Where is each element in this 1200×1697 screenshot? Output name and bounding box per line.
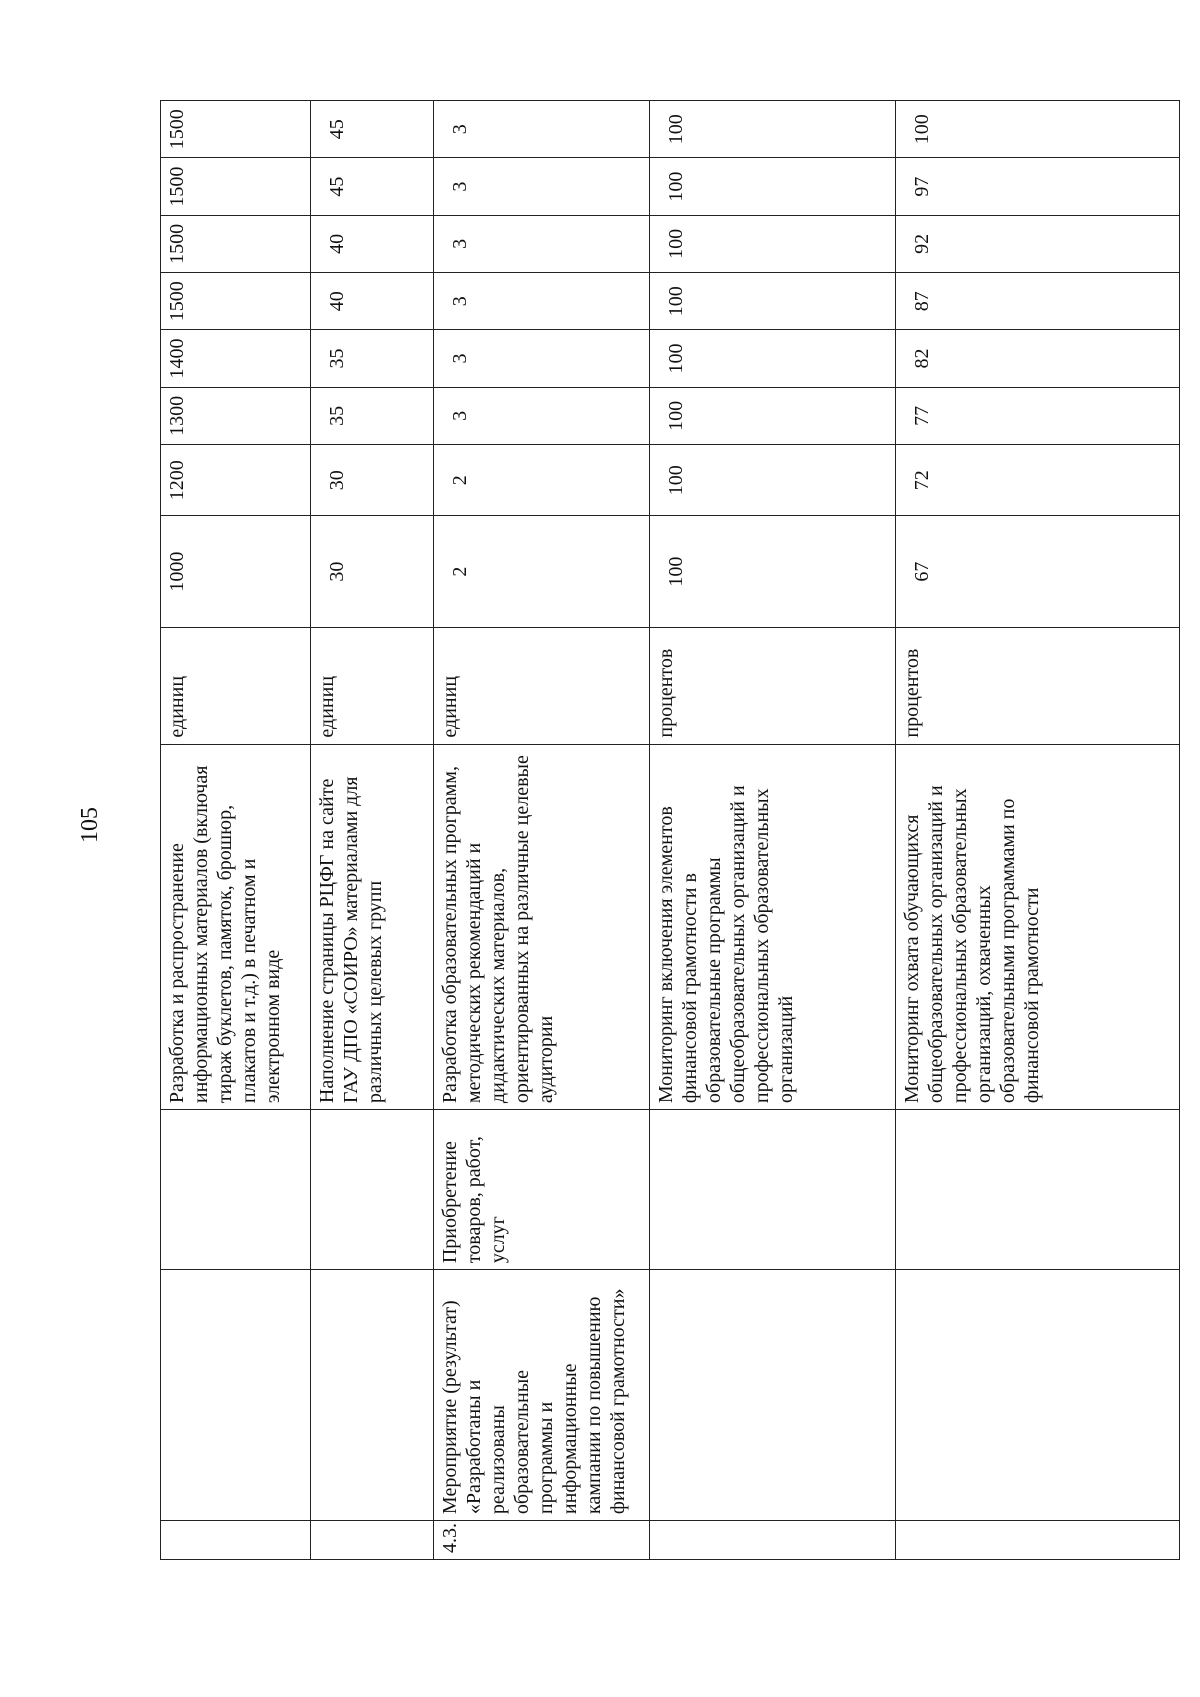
year-value-cell: 1500 [161, 215, 311, 272]
type-cell [896, 1110, 1180, 1270]
value-cell: 40 [311, 215, 434, 272]
unit-cell: процентов [649, 627, 895, 744]
value-cell: 97 [896, 158, 1180, 215]
type-cell [649, 1110, 895, 1270]
indicator-cell: Разработка образовательных программ, методических рекомендаций и дидактических материалов, ориентированных на различные целевые аудитории [434, 744, 649, 1110]
value-cell: 3 [434, 101, 649, 158]
event-cell [311, 1270, 434, 1521]
base-value-cell: 30 [311, 516, 434, 627]
unit-cell: процентов [896, 627, 1180, 744]
base-value-cell: 67 [896, 516, 1180, 627]
event-cell [896, 1270, 1180, 1521]
value-cell: 3 [434, 273, 649, 330]
base-value-cell: 1000 [161, 516, 311, 627]
event-cell: Мероприятие (результат) «Разработаны и реализованы образовательные программы и информационные кампании по повышению финансовой грамотности» [434, 1270, 649, 1521]
indicator-cell: Разработка и распространение информационных материалов (включая тираж буклетов, памяток, брошюр, плакатов и т.д.) в печатном и электронном виде [161, 744, 311, 1110]
index-cell [896, 1521, 1180, 1560]
type-cell [311, 1110, 434, 1270]
index-cell: 4.3. [434, 1521, 649, 1560]
value-cell: 77 [896, 387, 1180, 444]
indicator-cell: Наполнение страницы РЦФГ на сайте ГАУ ДПО «СОИРО» материалами для различных целевых групп [311, 744, 434, 1110]
rotated-table-wrapper [160, 100, 1180, 1560]
value-cell: 100 [649, 215, 895, 272]
value-cell: 72 [896, 445, 1180, 516]
unit-cell: единиц [311, 627, 434, 744]
index-cell [649, 1521, 895, 1560]
value-cell: 100 [649, 330, 895, 387]
base-value-cell: 2 [434, 516, 649, 627]
value-cell: 45 [311, 101, 434, 158]
value-cell: 100 [649, 158, 895, 215]
type-cell: Приобретение товаров, работ, услуг [434, 1110, 649, 1270]
type-cell [161, 1110, 311, 1270]
value-cell: 100 [649, 387, 895, 444]
base-value-cell: 100 [649, 516, 895, 627]
value-cell: 3 [434, 215, 649, 272]
value-cell: 35 [311, 330, 434, 387]
value-cell: 100 [649, 101, 895, 158]
table-row [161, 101, 311, 1560]
year-value-cell: 1500 [161, 101, 311, 158]
indicator-cell: Мониторинг охвата обучающихся общеобразовательных организаций и профессиональных образовательных организаций, охваченных образовательными программами по финансовой грамотности [896, 744, 1180, 1110]
value-cell: 3 [434, 158, 649, 215]
year-value-cell: 1300 [161, 387, 311, 444]
indicator-cell: Мониторинг включения элементов финансовой грамотности в образовательные программы общеобразовательных организаций и профессиональных образовательных организаций [649, 744, 895, 1110]
table-row [434, 101, 649, 1560]
value-cell: 2 [434, 445, 649, 516]
indicators-table [160, 100, 1180, 1560]
value-cell: 100 [896, 101, 1180, 158]
value-cell: 45 [311, 158, 434, 215]
event-cell [161, 1270, 311, 1521]
value-cell: 100 [649, 445, 895, 516]
value-cell: 92 [896, 215, 1180, 272]
year-value-cell: 1400 [161, 330, 311, 387]
table-row [896, 101, 1180, 1560]
unit-cell: единиц [161, 627, 311, 744]
value-cell: 3 [434, 330, 649, 387]
table-row [649, 101, 895, 1560]
year-value-cell: 1200 [161, 445, 311, 516]
value-cell: 35 [311, 387, 434, 444]
event-cell [649, 1270, 895, 1521]
year-value-cell: 1500 [161, 273, 311, 330]
index-cell [161, 1521, 311, 1560]
value-cell: 87 [896, 273, 1180, 330]
index-cell [311, 1521, 434, 1560]
value-cell: 3 [434, 387, 649, 444]
year-value-cell: 1500 [161, 158, 311, 215]
unit-cell: единиц [434, 627, 649, 744]
value-cell: 40 [311, 273, 434, 330]
table-row [311, 101, 434, 1560]
value-cell: 100 [649, 273, 895, 330]
value-cell: 30 [311, 445, 434, 516]
value-cell: 82 [896, 330, 1180, 387]
page-number: 105 [77, 807, 103, 843]
